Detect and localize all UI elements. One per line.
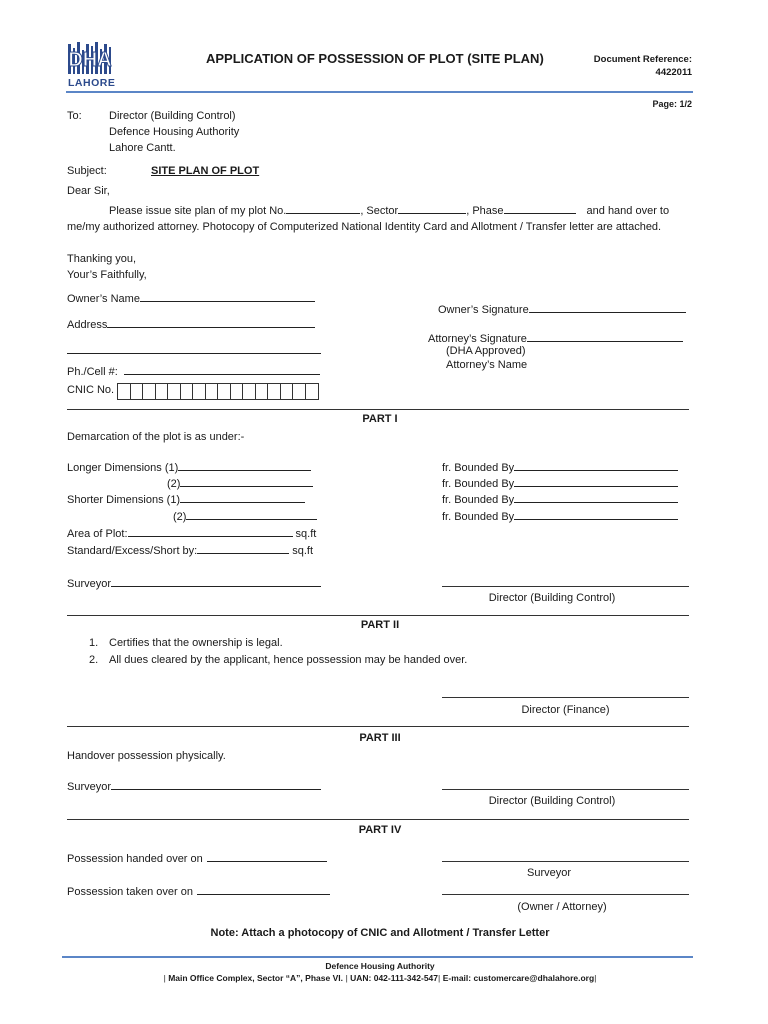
address-line-2: Defence Housing Authority	[109, 126, 240, 138]
owner-name-label: Owner’s Name	[67, 293, 140, 305]
dues-text: All dues cleared by the applicant, hence possession may be handed over.	[109, 654, 468, 666]
handed-over-date-field[interactable]	[207, 850, 327, 862]
longer-dim-2-field[interactable]	[180, 475, 313, 487]
standard-field[interactable]	[197, 542, 289, 554]
director-bc-label: Director (Building Control)	[488, 592, 616, 604]
footer-uan: UAN: 042-111-342-547	[350, 973, 438, 983]
footer-contact: | Main Office Complex, Sector “A”, Phase VI. | UAN: 042-111-342-547| E-mail: customercare@dhalahore.org|	[163, 973, 597, 983]
certify-text: Certifies that the ownership is legal.	[109, 637, 283, 649]
surveyor-field-2[interactable]	[111, 778, 321, 790]
letter-text: , Phase	[466, 205, 504, 217]
shorter-dim-2-field[interactable]	[186, 508, 317, 520]
bounded-by-label: fr. Bounded By	[442, 494, 515, 506]
cnic-label: CNIC No.	[67, 384, 115, 396]
director-finance-label: Director (Finance)	[521, 704, 610, 716]
longer-dim-2-label: (2)	[167, 478, 181, 490]
closing: Your’s Faithfully,	[67, 269, 147, 281]
subject-label: Subject:	[67, 165, 107, 177]
area-label: Area of Plot:	[67, 528, 128, 540]
surveyor-field[interactable]	[111, 575, 321, 587]
cnic-input[interactable]	[117, 383, 319, 400]
doc-ref-value: 4422011	[655, 67, 692, 78]
bounded-by-label: fr. Bounded By	[442, 478, 515, 490]
bounded-by-field-2[interactable]	[514, 475, 678, 487]
attorney-name-label: Attorney’s Name	[446, 359, 528, 371]
address-field[interactable]	[107, 316, 315, 328]
to-label: To:	[67, 110, 82, 122]
thanks: Thanking you,	[67, 253, 137, 265]
divider	[67, 726, 689, 727]
divider	[67, 819, 689, 820]
footer-address: Main Office Complex, Sector “A”, Phase VI.	[168, 973, 343, 983]
taken-over-label: Possession taken over on	[67, 886, 193, 898]
sqft-unit: sq.ft	[292, 545, 314, 557]
part-1-title: PART I	[362, 413, 398, 425]
longer-dim-1-field[interactable]	[178, 459, 311, 471]
svg-text:DHA: DHA	[68, 49, 112, 71]
item-number: 2.	[89, 654, 99, 666]
signature-line	[442, 894, 689, 895]
signature-line	[442, 861, 689, 862]
page-title: APPLICATION OF POSSESSION OF PLOT (SITE PLAN)	[206, 51, 544, 66]
director-bc-label: Director (Building Control)	[488, 795, 616, 807]
demarcation-text: Demarcation of the plot is as under:-	[67, 431, 245, 443]
signature-line	[442, 586, 689, 587]
shorter-dim-1-field[interactable]	[180, 491, 305, 503]
surveyor-label: Surveyor	[67, 781, 112, 793]
area-field[interactable]	[128, 525, 293, 537]
owner-signature-field[interactable]	[529, 301, 686, 313]
part-4-title: PART IV	[358, 824, 402, 836]
owner-name-field[interactable]	[140, 290, 315, 302]
part-2-title: PART II	[360, 619, 400, 631]
handover-text: Handover possession physically.	[67, 750, 226, 762]
footer-org: Defence Housing Authority	[325, 961, 435, 971]
surveyor-label: Surveyor	[67, 578, 112, 590]
letter-text: Please issue site plan of my plot No.	[109, 205, 287, 217]
footer-divider	[62, 956, 693, 958]
sector-field[interactable]	[398, 202, 466, 214]
surveyor-sign-label: Surveyor	[526, 867, 572, 879]
signature-line	[442, 697, 689, 698]
doc-ref-label: Document Reference:	[593, 54, 692, 65]
sqft-unit: sq.ft	[295, 528, 317, 540]
item-number: 1.	[89, 637, 99, 649]
shorter-dim-2-label: (2)	[173, 511, 187, 523]
address-label: Address	[67, 319, 108, 331]
bounded-by-label: fr. Bounded By	[442, 462, 515, 474]
taken-over-date-field[interactable]	[197, 883, 330, 895]
divider	[67, 615, 689, 616]
salutation: Dear Sir,	[67, 185, 110, 197]
standard-label: Standard/Excess/Short by:	[67, 545, 198, 557]
attorney-signature-field[interactable]	[527, 330, 683, 342]
address-line-3: Lahore Cantt.	[109, 142, 176, 154]
longer-dim-label: Longer Dimensions (1)	[67, 462, 179, 474]
phone-field[interactable]	[124, 363, 320, 375]
divider	[67, 409, 689, 410]
owner-signature-label: Owner’s Signature	[438, 304, 529, 316]
bounded-by-field-1[interactable]	[514, 459, 678, 471]
owner-attorney-label: (Owner / Attorney)	[517, 901, 607, 913]
plot-no-field[interactable]	[286, 202, 360, 214]
address-line-1: Director (Building Control)	[109, 110, 236, 122]
header-divider	[66, 91, 693, 93]
letter-text: and hand over to	[586, 205, 670, 217]
attachment-note: Note: Attach a photocopy of CNIC and Allotment / Transfer Letter	[210, 927, 550, 939]
page-number: Page: 1/2	[652, 99, 692, 109]
dha-approved: (DHA Approved)	[446, 345, 526, 357]
handed-over-label: Possession handed over on	[67, 853, 203, 865]
logo-text: LAHORE	[68, 77, 116, 89]
subject-value: SITE PLAN OF PLOT	[151, 165, 260, 177]
phone-label: Ph./Cell #:	[67, 366, 118, 378]
part-3-title: PART III	[359, 732, 401, 744]
footer-email[interactable]: E-mail: customercare@dhalahore.org	[442, 973, 595, 983]
letter-text: , Sector	[360, 205, 399, 217]
signature-line	[442, 789, 689, 790]
address-field-2[interactable]	[67, 342, 321, 354]
letter-body: me/my authorized attorney. Photocopy of Computerized National Identity Card and Allotment / Transfer letter are attached.	[67, 221, 662, 233]
phase-field[interactable]	[504, 202, 576, 214]
letter-line-1	[109, 202, 669, 217]
bounded-by-field-4[interactable]	[514, 508, 678, 520]
attorney-signature-label: Attorney’s Signature	[428, 333, 527, 345]
bounded-by-label: fr. Bounded By	[442, 511, 515, 523]
bounded-by-field-3[interactable]	[514, 491, 678, 503]
shorter-dim-label: Shorter Dimensions (1)	[67, 494, 181, 506]
